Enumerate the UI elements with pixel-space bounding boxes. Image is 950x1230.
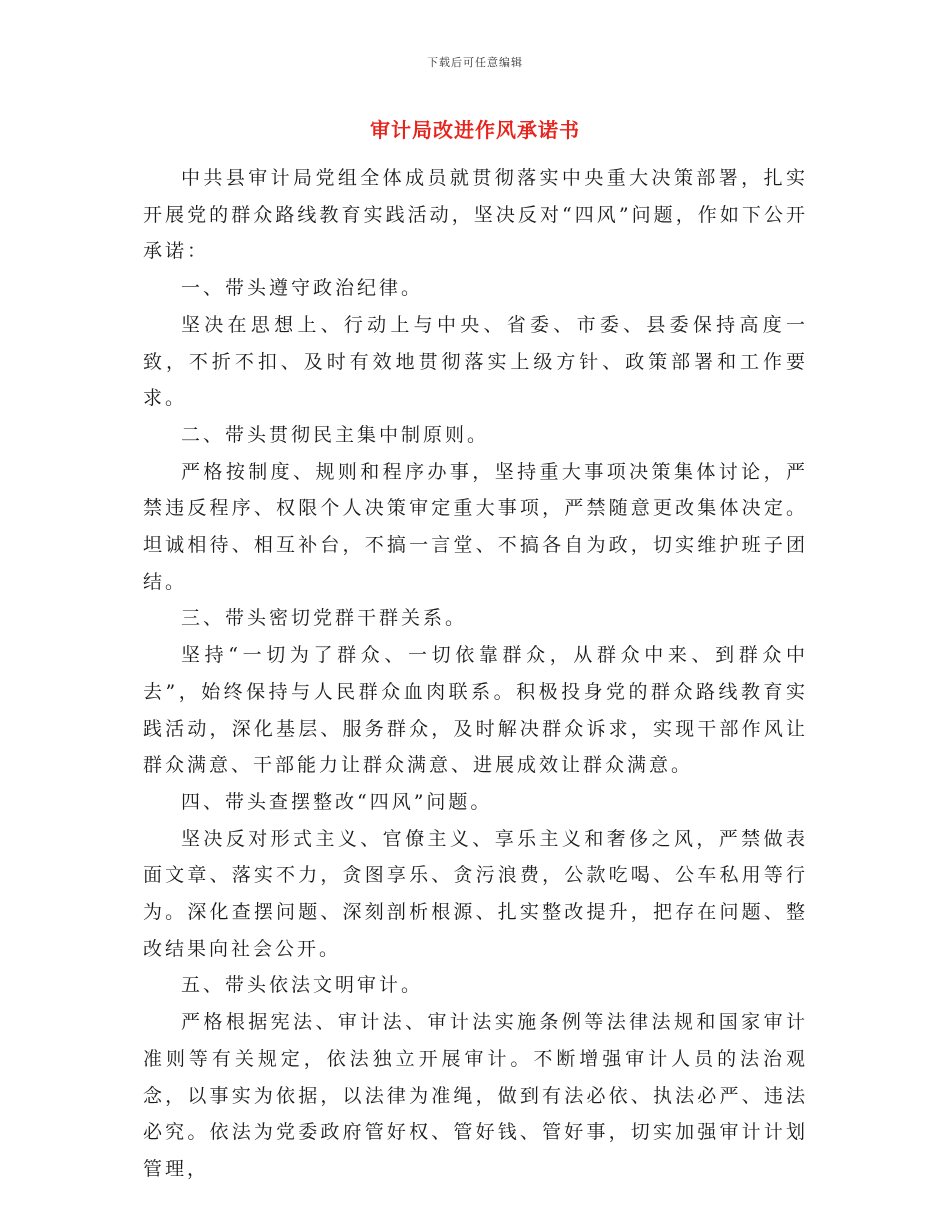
paragraph-1: 坚决在思想上、行动上与中央、省委、市委、县委保持高度一致，不折不扣、及时有效地贯彻落实上级方针、政策部署和工作要求。 <box>143 313 808 410</box>
section-heading-3: 三、带头密切党群干群关系。 <box>181 607 468 630</box>
document-title: 审计局改进作风承诺书 <box>370 118 580 142</box>
section-heading-1: 一、带头遵守政治纪律。 <box>181 277 424 300</box>
section-heading-4: 四、带头查摆整改“四风”问题。 <box>181 790 493 813</box>
section-heading-2: 二、带头贯彻民主集中制原则。 <box>181 423 490 446</box>
paragraph-intro: 中共县审计局党组全体成员就贯彻落实中央重大决策部署，扎实开展党的群众路线教育实践活动，坚决反对“四风”问题，作如下公开承诺： <box>143 167 808 263</box>
paragraph-2: 严格按制度、规则和程序办事，坚持重大事项决策集体讨论，严禁违反程序、权限个人决策审定重大事项，严禁随意更改集体决定。坦诚相待、相互补台，不搞一言堂、不搞各自为政，切实维护班子团结。 <box>143 460 808 593</box>
paragraph-4: 坚决反对形式主义、官僚主义、享乐主义和奢侈之风，严禁做表面文章、落实不力，贪图享乐、贪污浪费，公款吃喝、公车私用等行为。深化查摆问题、深刻剖析根源、扎实整改提升，把存在问题、整改结果向社会公开。 <box>143 827 808 960</box>
section-heading-5: 五、带头依法文明审计。 <box>181 974 424 997</box>
paragraph-5: 严格根据宪法、审计法、审计法实施条例等法律法规和国家审计准则等有关规定，依法独立开展审计。不断增强审计人员的法治观念，以事实为依据，以法律为准绳，做到有法必依、执法必严、违法必究。依法为党委政府管好权、管好钱、管好事，切实加强审计计划管理， <box>143 1011 808 1180</box>
paragraph-3: 坚持“一切为了群众、一切依靠群众，从群众中来、到群众中去”，始终保持与人民群众血肉联系。积极投身党的群众路线教育实践活动，深化基层、服务群众，及时解决群众诉求，实现干部作风让群众满意、干部能力让群众满意、进展成效让群众满意。 <box>143 644 808 777</box>
header-note: 下载后可任意编辑 <box>427 56 523 69</box>
document-body <box>143 160 808 1188</box>
